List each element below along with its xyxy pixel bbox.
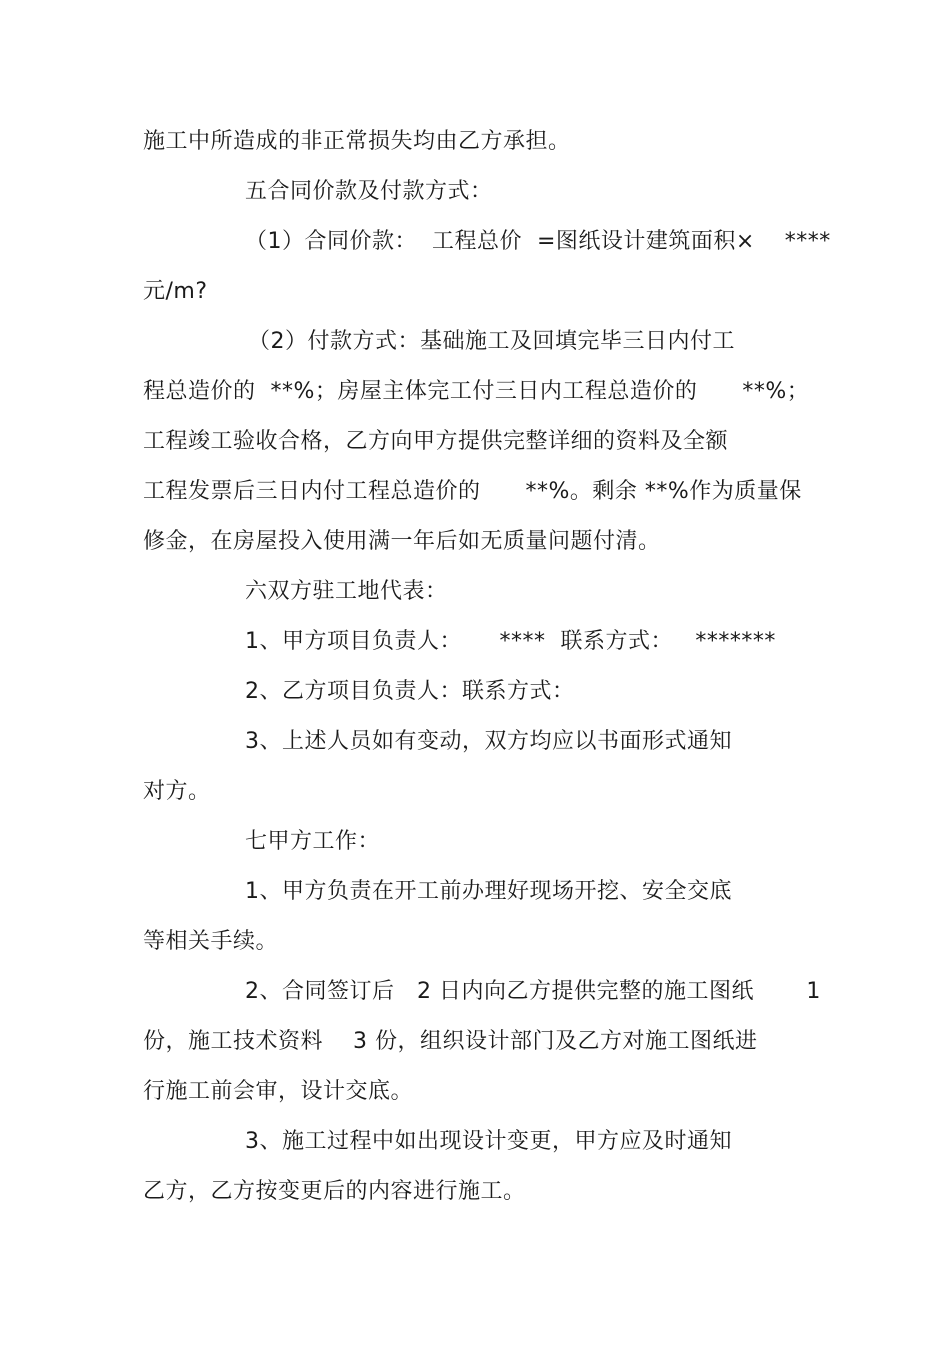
text-line: 元/m? [143,279,208,304]
text-line: 工程竣工验收合格，乙方向甲方提供完整详细的资料及全额 [143,429,729,454]
text-line: 对方。 [143,779,211,804]
text-line: 行施工前会审，设计交底。 [143,1079,414,1104]
text-line: 3、施工过程中如出现设计变更，甲方应及时通知 [245,1129,732,1154]
text-line: 2、合同签订后 2 日内向乙方提供完整的施工图纸 1 [245,979,821,1004]
text-line: 份，施工技术资料 3 份，组织设计部门及乙方对施工图纸进 [143,1029,758,1054]
text-line: 施工中所造成的非正常损失均由乙方承担。 [143,129,571,154]
text-line: 3、上述人员如有变动，双方均应以书面形式通知 [245,729,732,754]
text-line: 工程发票后三日内付工程总造价的 **%。剩余 **%作为质量保 [143,479,802,504]
text-line: （2）付款方式：基础施工及回填完毕三日内付工 [248,329,735,354]
section-heading: 五合同价款及付款方式： [245,179,493,204]
text-line: 乙方，乙方按变更后的内容进行施工。 [143,1179,526,1204]
text-line: （1）合同价款： 工程总价 =图纸设计建筑面积× **** [245,229,831,254]
text-line: 程总造价的 **%；房屋主体完工付三日内工程总造价的 **%； [143,379,810,404]
text-line: 1、甲方负责在开工前办理好现场开挖、安全交底 [245,879,732,904]
text-line: 1、甲方项目负责人： **** 联系方式： ******* [245,629,776,654]
text-line: 2、乙方项目负责人：联系方式： [245,679,575,704]
text-line: 等相关手续。 [143,929,279,954]
text-line: 修金，在房屋投入使用满一年后如无质量问题付清。 [143,529,661,554]
section-heading: 七甲方工作： [245,829,381,854]
section-heading: 六双方驻工地代表： [245,579,448,604]
